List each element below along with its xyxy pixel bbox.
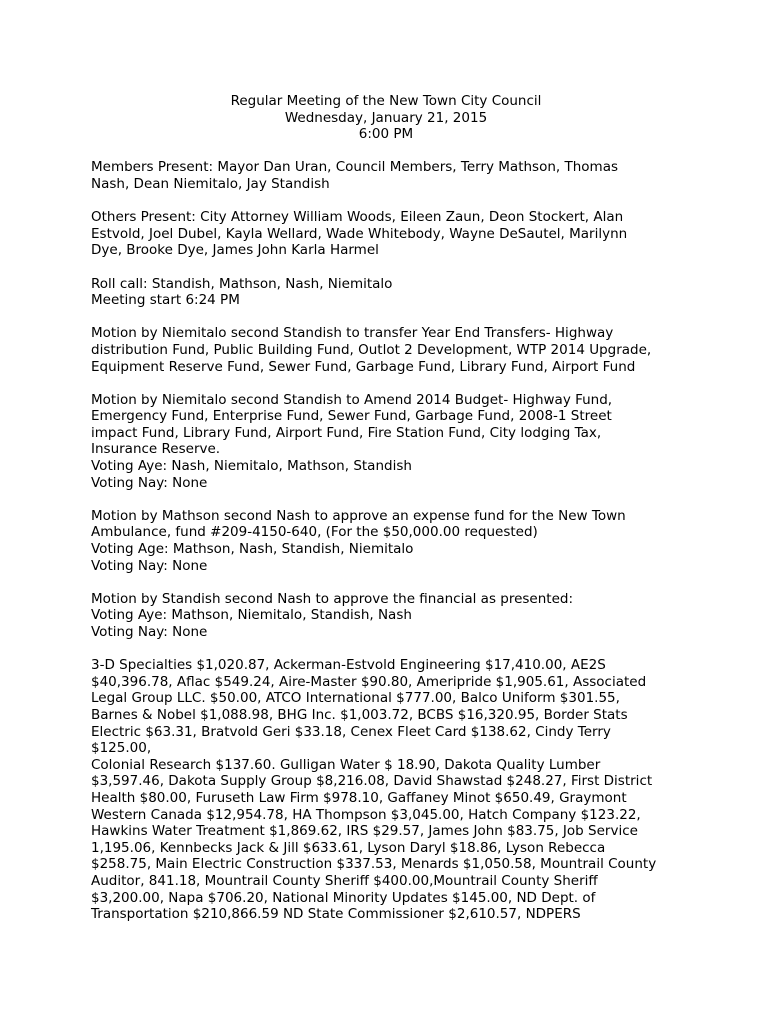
text-line: Electric $63.31, Bratvold Geri $33.18, Cenex Fleet Card $138.62, Cindy Terry (91, 723, 611, 740)
text-line: Health $80.00, Furuseth Law Firm $978.10, Gaffaney Minot $650.49, Graymont (91, 789, 627, 806)
text-line: Roll call: Standish, Mathson, Nash, Niemitalo (91, 275, 393, 292)
text-line: Nash, Dean Niemitalo, Jay Standish (91, 175, 330, 192)
text-line: $125.00, (91, 740, 152, 757)
members-present-paragraph (91, 159, 681, 192)
document-page (91, 93, 681, 923)
text-line: Estvold, Joel Dubel, Kayla Wellard, Wade Whitebody, Wayne DeSautel, Marilynn (91, 225, 628, 242)
text-line: Legal Group LLC. $50.00, ATCO International $777.00, Balco Uniform $301.55, (91, 690, 620, 707)
text-line: distribution Fund, Public Building Fund, Outlot 2 Development, WTP 2014 Upgrade, (91, 341, 652, 358)
text-line: Motion by Standish second Nash to approve the financial as presented: (91, 590, 574, 607)
vote-nay-line: Voting Nay: None (91, 624, 208, 640)
vote-nay-line: Voting Nay: None (91, 474, 208, 491)
text-line: $40,396.78, Aflac $549.24, Aire-Master $90.80, Ameripride $1,905.61, Associated (91, 673, 647, 690)
bills-list-paragraph (91, 657, 681, 923)
roll-call-paragraph (91, 276, 681, 309)
text-line: Hawkins Water Treatment $1,869.62, IRS $29.57, James John $83.75, Job Service (91, 823, 638, 840)
text-line: Motion by Niemitalo second Standish to Amend 2014 Budget- Highway Fund, (91, 391, 613, 408)
meeting-title: Regular Meeting of the New Town City Council (230, 93, 542, 109)
text-line: Others Present: City Attorney William Woods, Eileen Zaun, Deon Stockert, Alan (91, 209, 624, 226)
text-line: Western Canada $12,954.78, HA Thompson $3,045.00, Hatch Company $123.22, (91, 806, 641, 823)
others-present-paragraph (91, 209, 681, 259)
text-line: 1,195.06, Kennbecks Jack & Jill $633.61, Lyson Daryl $18.86, Lyson Rebecca (91, 839, 606, 856)
text-line: Meeting start 6:24 PM (91, 292, 240, 309)
meeting-time: 6:00 PM (358, 126, 414, 143)
text-line: Motion by Niemitalo second Standish to transfer Year End Transfers- Highway (91, 325, 614, 342)
text-line: Barnes & Nobel $1,088.98, BHG Inc. $1,003.72, BCBS $16,320.95, Border Stats (91, 706, 628, 723)
motion-transfer-paragraph (91, 325, 681, 375)
text-line: Ambulance, fund #209-4150-640, (For the $50,000.00 requested) (91, 524, 538, 541)
vote-aye-line: Voting Aye: Nash, Niemitalo, Mathson, Standish (91, 458, 412, 475)
text-line: Motion by Mathson second Nash to approve an expense fund for the New Town (91, 507, 626, 524)
text-line: Members Present: Mayor Dan Uran, Council Members, Terry Mathson, Thomas (91, 159, 618, 176)
text-line: 3-D Specialties $1,020.87, Ackerman-Estvold Engineering $17,410.00, AE2S (91, 657, 606, 674)
meeting-header (91, 93, 681, 143)
motion-amend-paragraph (91, 392, 681, 492)
vote-aye-line: Voting Age: Mathson, Nash, Standish, Niemitalo (91, 541, 414, 558)
vote-nay-line: Voting Nay: None (91, 557, 208, 574)
text-line: Equipment Reserve Fund, Sewer Fund, Garbage Fund, Library Fund, Airport Fund (91, 358, 636, 375)
text-line: impact Fund, Library Fund, Airport Fund, Fire Station Fund, City lodging Tax, (91, 424, 602, 441)
text-line: $258.75, Main Electric Construction $337.53, Menards $1,050.58, Mountrail County (91, 856, 657, 873)
meeting-date: Wednesday, January 21, 2015 (284, 109, 488, 126)
motion-ambulance-paragraph (91, 508, 681, 574)
text-line: $3,597.46, Dakota Supply Group $8,216.08, David Shawstad $248.27, First District (91, 773, 653, 790)
text-line: Insurance Reserve. (91, 441, 221, 458)
text-line: Dye, Brooke Dye, James John Karla Harmel (91, 242, 379, 259)
text-line: Transportation $210,866.59 ND State Commissioner $2,610.57, NDPERS (91, 906, 581, 923)
text-line: Colonial Research $137.60. Gulligan Water $ 18.90, Dakota Quality Lumber (91, 756, 601, 773)
text-line: Auditor, 841.18, Mountrail County Sheriff $400.00,Mountrail County Sheriff (91, 872, 598, 889)
motion-financial-paragraph (91, 591, 681, 641)
text-line: Emergency Fund, Enterprise Fund, Sewer Fund, Garbage Fund, 2008-1 Street (91, 408, 612, 425)
text-line: $3,200.00, Napa $706.20, National Minority Updates $145.00, ND Dept. of (91, 889, 596, 906)
vote-aye-line: Voting Aye: Mathson, Niemitalo, Standish, Nash (91, 607, 412, 624)
